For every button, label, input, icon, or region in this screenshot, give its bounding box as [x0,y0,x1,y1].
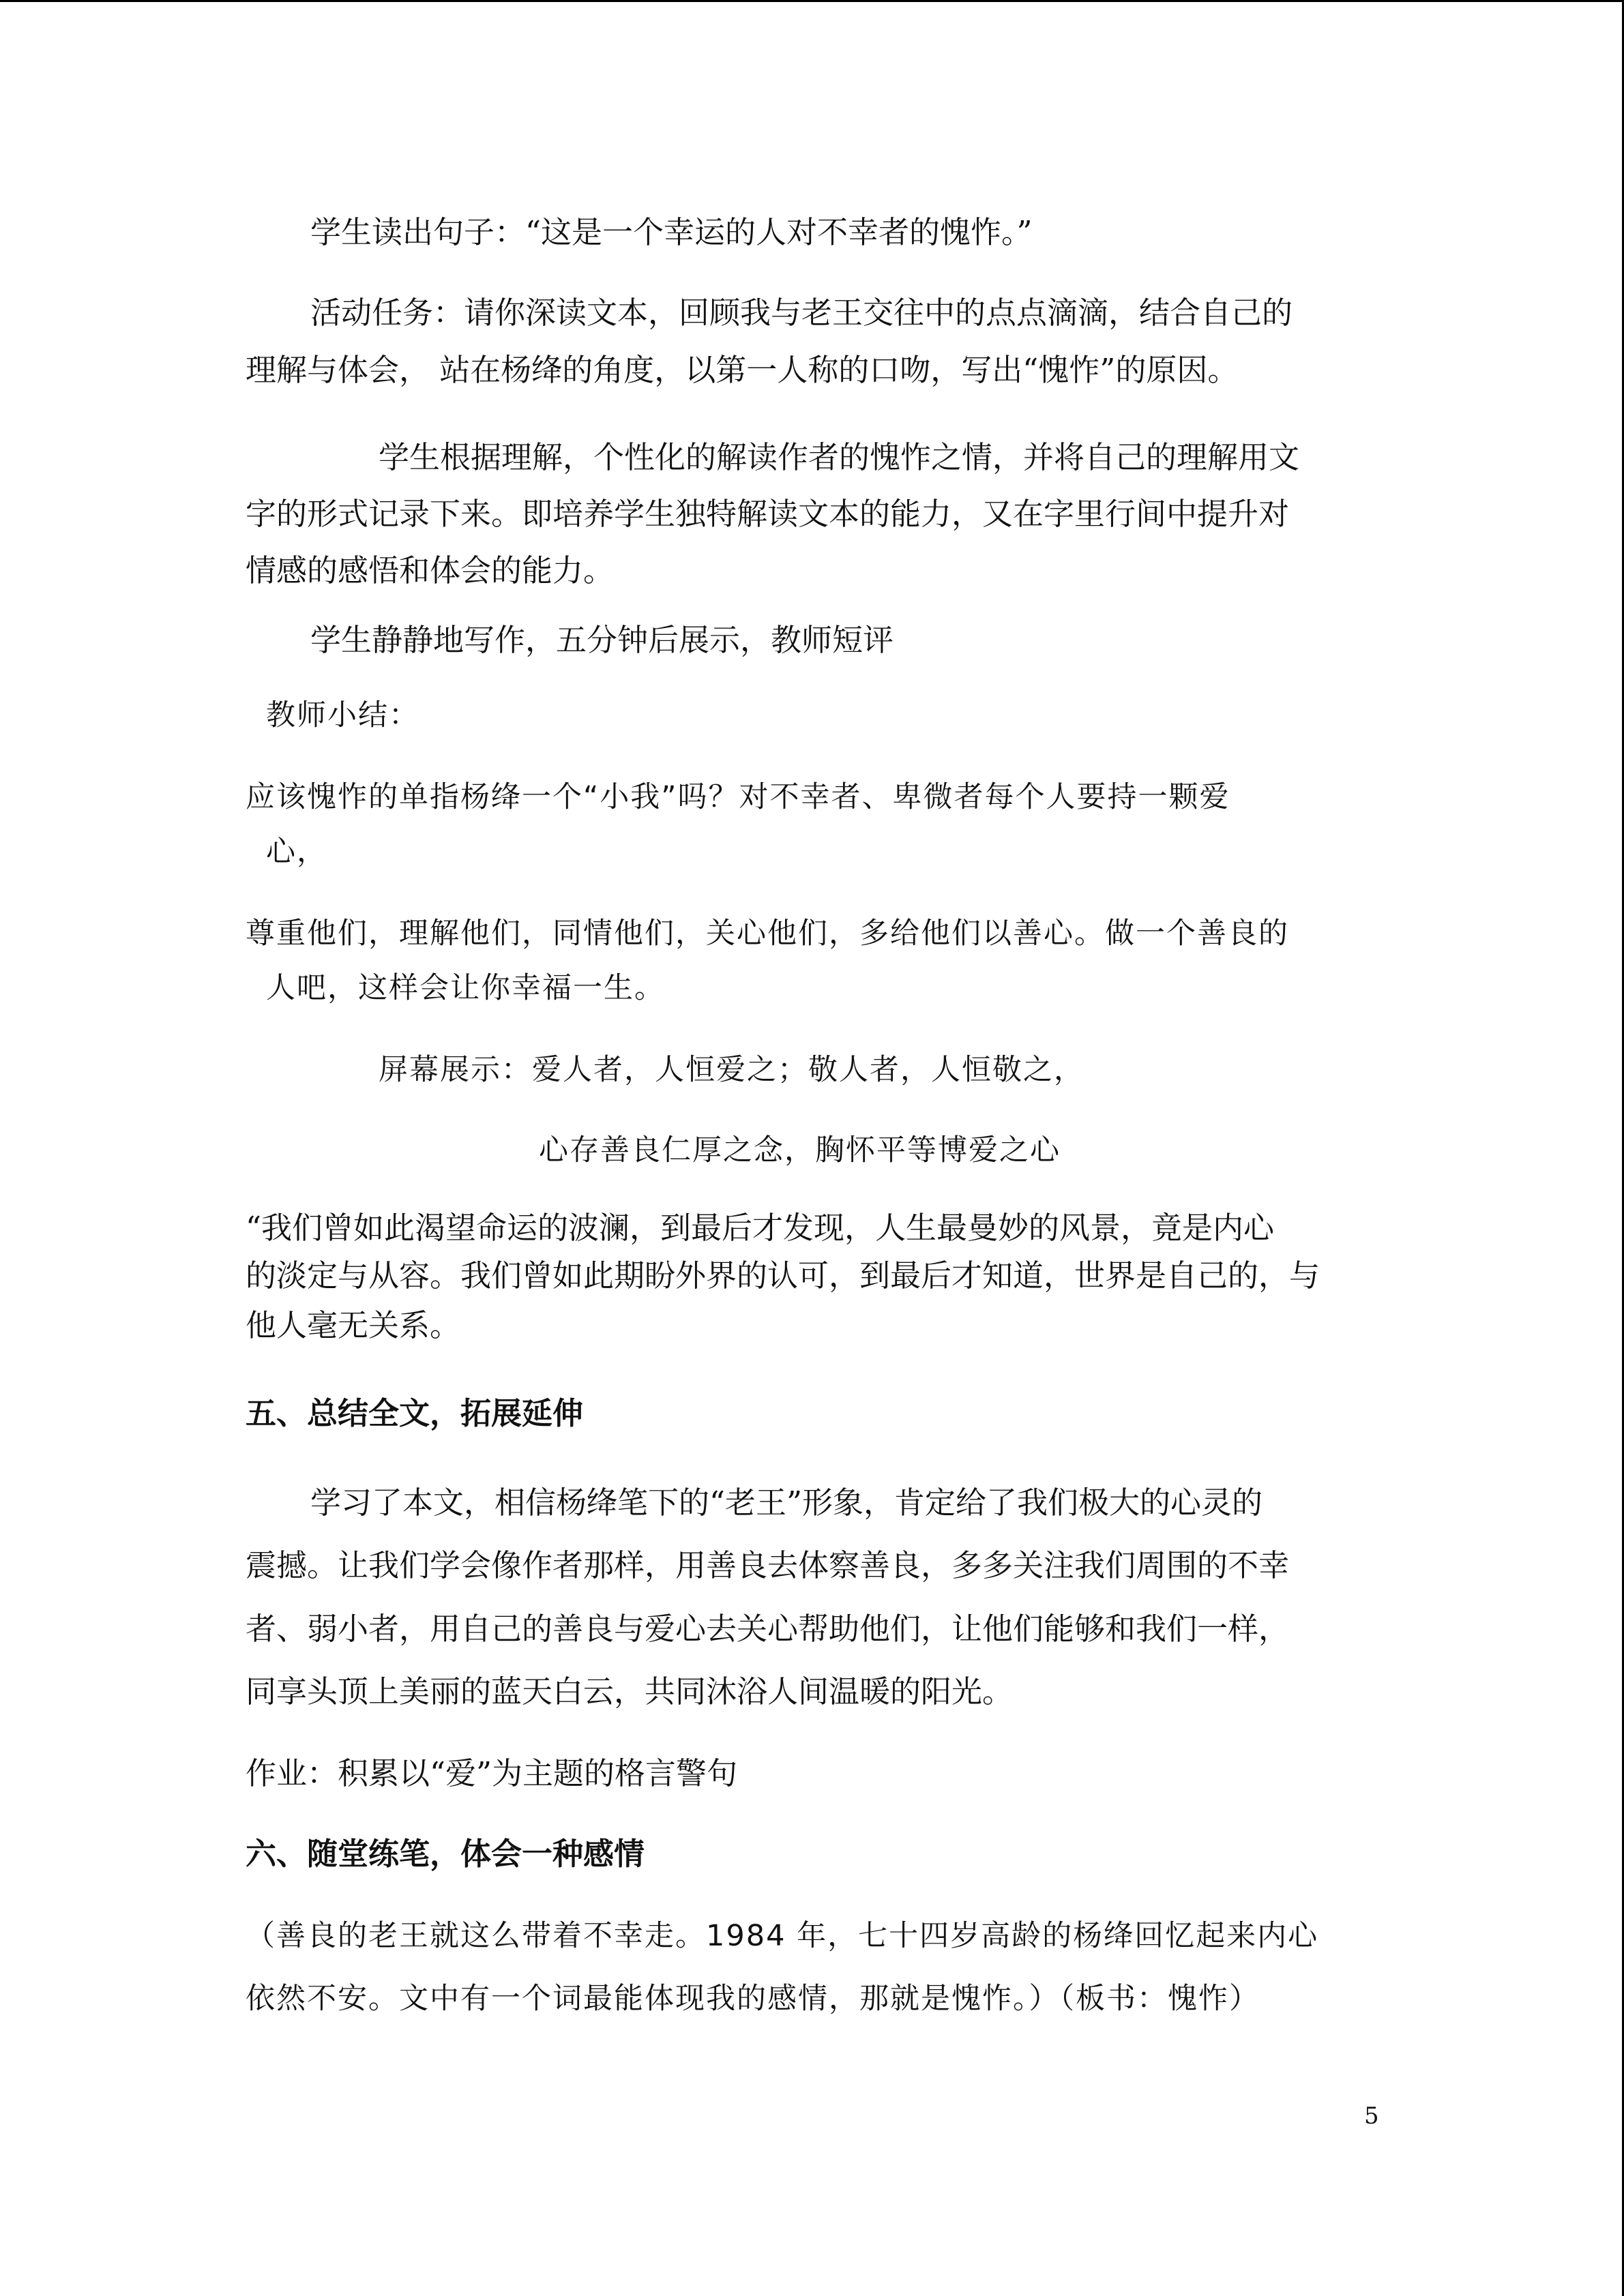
quote-line: 的淡定与从容。我们曾如此期盼外界的认可，到最后才知道，世界是自己的，与 [246,1257,1320,1294]
paragraph-line: （善良的老王就这么带着不幸走。1984 年，七十四岁高龄的杨绛回忆起来内心 [246,1919,1319,1953]
paragraph-line: 人吧，这样会让你幸福一生。 [266,971,665,1005]
screen-display-line: 心存善良仁厚之念，胸怀平等博爱之心 [539,1133,1061,1167]
paragraph-line: 字的形式记录下来。即培养学生独特解读文本的能力，又在字里行间中提升对 [246,496,1290,532]
paragraph-line: 者、弱小者，用自己的善良与爱心去关心帮助他们，让他们能够和我们一样， [246,1611,1290,1647]
paragraph-line: 学生读出句子：“这是一个幸运的人对不幸者的愧怍。” [310,214,1033,250]
paragraph-line: 学生静静地写作，五分钟后展示，教师短评 [310,622,894,658]
page-number: 5 [1364,2102,1379,2130]
paragraph-line: 震撼。让我们学会像作者那样，用善良去体察善良，多多关注我们周围的不幸 [246,1547,1290,1583]
teacher-summary-label: 教师小结： [266,698,419,732]
paragraph-line: 学习了本文，相信杨绛笔下的“老王”形象，肯定给了我们极大的心灵的 [310,1485,1263,1521]
paragraph-line: 尊重他们，理解他们，同情他们，关心他们，多给他们以善心。做一个善良的 [246,916,1289,951]
homework-line: 作业：积累以“爱”为主题的格言警句 [246,1755,738,1791]
quote-line: 他人毫无关系。 [246,1307,461,1343]
paragraph-line: 同享头顶上美丽的蓝天白云，共同沐浴人间温暖的阳光。 [246,1673,1014,1710]
paragraph-line: 心， [266,835,327,869]
screen-display-line: 屏幕展示：爱人者，人恒爱之；敬人者，人恒敬之， [379,1053,1084,1087]
paragraph-line: 理解与体会， 站在杨绛的角度，以第一人称的口吻，写出“愧怍”的原因。 [246,352,1239,388]
paragraph-line: 依然不安。文中有一个词最能体现我的感情，那就是愧怍。）（板书：愧怍） [246,1982,1260,2016]
section-heading: 五、总结全文，拓展延伸 [246,1395,584,1431]
paragraph-line: 活动任务：请你深读文本，回顾我与老王交往中的点点滴滴，结合自己的 [310,295,1293,331]
quote-line: “我们曾如此渴望命运的波澜，到最后才发现，人生最曼妙的风景，竟是内心 [246,1210,1275,1246]
paragraph-line: 应该愧怍的单指杨绛一个“小我”吗？对不幸者、卑微者每个人要持一颗爱 [246,780,1230,814]
paragraph-line: 情感的感悟和体会的能力。 [246,552,615,588]
section-heading: 六、随堂练笔，体会一种感情 [246,1836,645,1872]
paragraph-line: 学生根据理解，个性化的解读作者的愧怍之情，并将自己的理解用文 [379,439,1300,475]
